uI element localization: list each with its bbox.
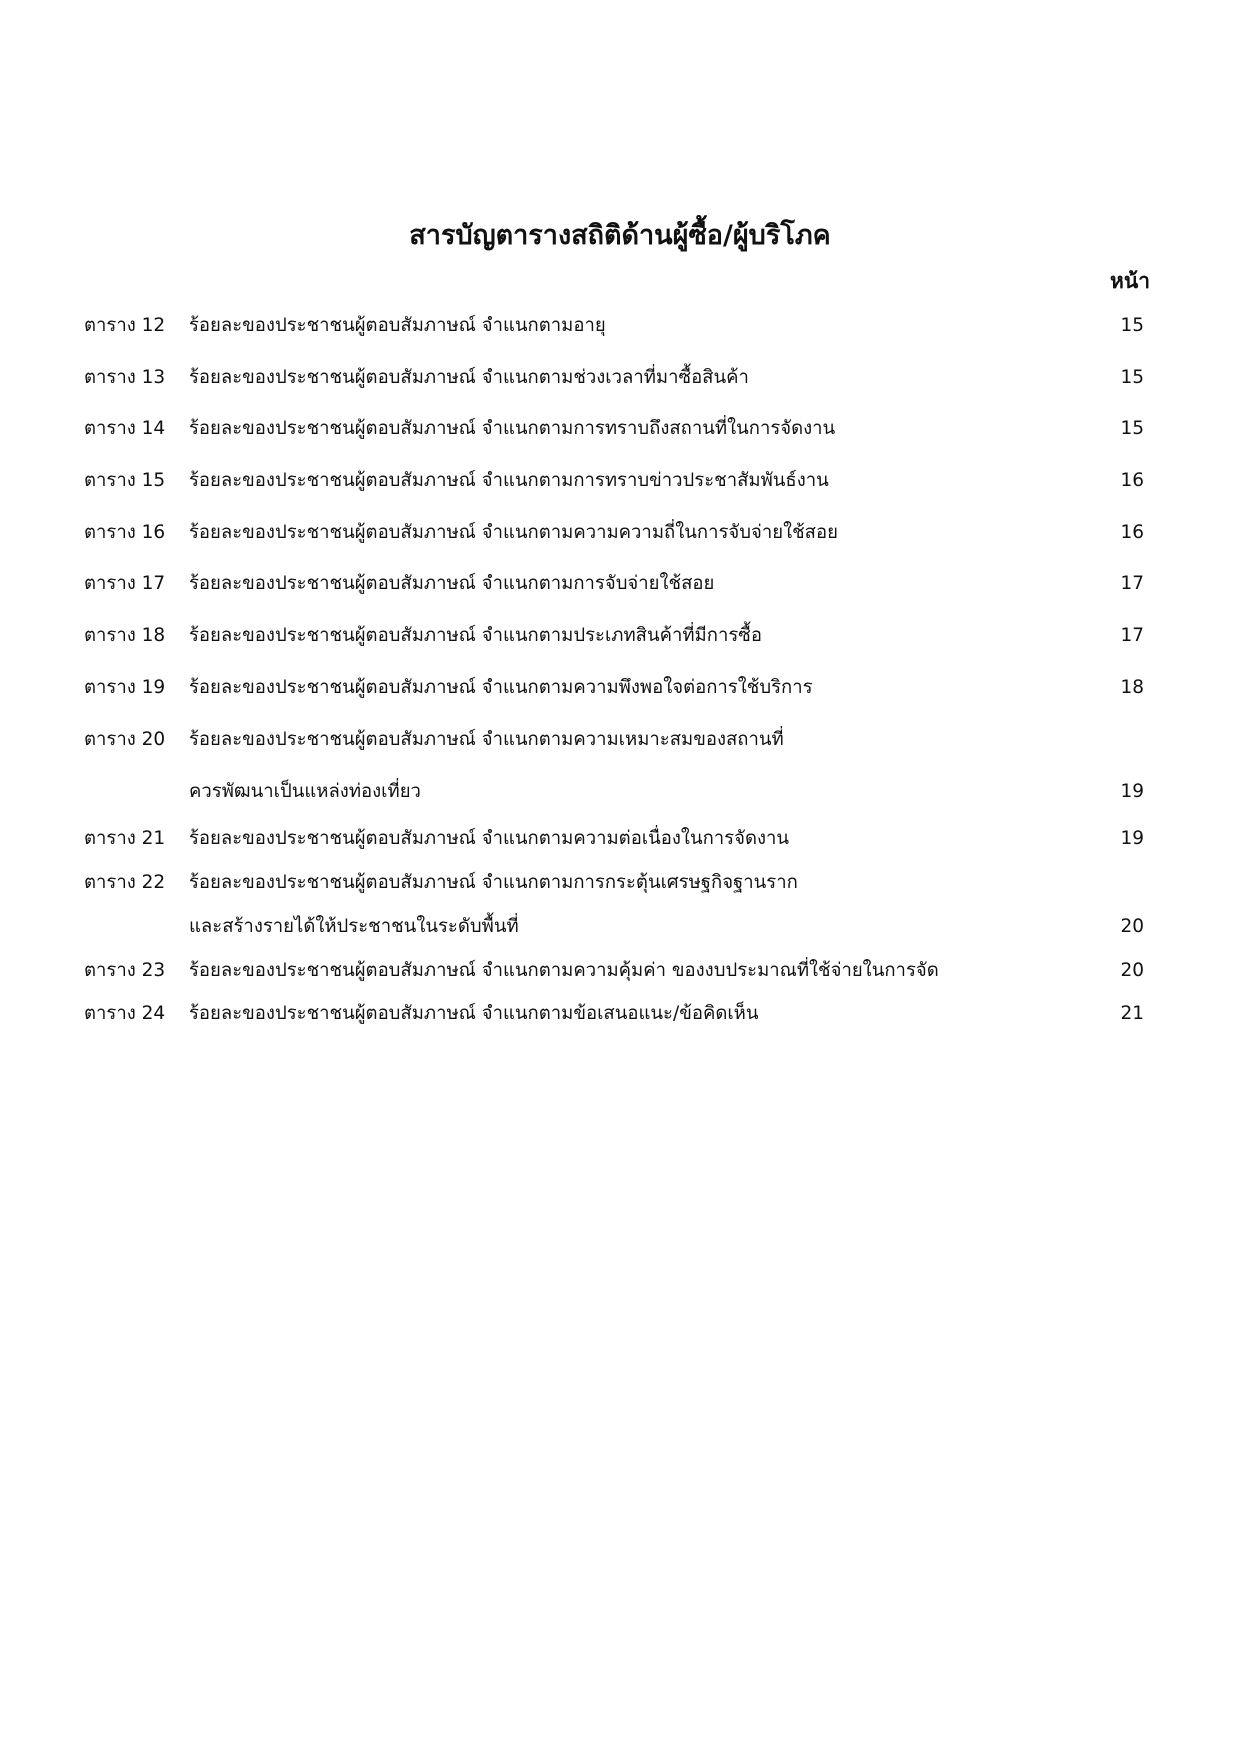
- toc-entry-page: 17: [1120, 573, 1144, 594]
- toc-entry-page: 20: [1120, 916, 1144, 937]
- toc-entry-page: 17: [1120, 625, 1144, 646]
- toc-entry-title: ร้อยละของประชาชนผู้ตอบสัมภาษณ์ จำแนกตามการจับจ่ายใช้สอย: [189, 573, 715, 594]
- toc-entry-page: 18: [1120, 677, 1144, 698]
- toc-entry-page: 15: [1120, 315, 1144, 336]
- toc-entry-title-continuation: ควรพัฒนาเป็นแหล่งท่องเที่ยว: [189, 781, 421, 802]
- toc-entry-label: ตาราง 16: [84, 522, 166, 543]
- toc-entry-label: ตาราง 24: [84, 1003, 166, 1024]
- toc-entry-title: ร้อยละของประชาชนผู้ตอบสัมภาษณ์ จำแนกตามความความถี่ในการจับจ่ายใช้สอย: [189, 522, 838, 543]
- toc-entry-label: ตาราง 22: [84, 872, 166, 893]
- toc-entry-page: 21: [1120, 1003, 1144, 1024]
- page-title: สารบัญตารางสถิติด้านผู้ซื้อ/ผู้บริโภค: [409, 220, 831, 251]
- toc-entry-title: ร้อยละของประชาชนผู้ตอบสัมภาษณ์ จำแนกตามช่วงเวลาที่มาซื้อสินค้า: [189, 367, 749, 388]
- toc-entry-title: ร้อยละของประชาชนผู้ตอบสัมภาษณ์ จำแนกตามการทราบข่าวประชาสัมพันธ์งาน: [189, 470, 829, 491]
- toc-entry-page: 19: [1120, 781, 1144, 802]
- page-column-header: หน้า: [1110, 269, 1150, 293]
- toc-entry-title: ร้อยละของประชาชนผู้ตอบสัมภาษณ์ จำแนกตามการทราบถึงสถานที่ในการจัดงาน: [189, 418, 836, 439]
- toc-entry-title: ร้อยละของประชาชนผู้ตอบสัมภาษณ์ จำแนกตามความเหมาะสมของสถานที่: [189, 729, 784, 750]
- toc-entry-title-continuation: และสร้างรายได้ให้ประชาชนในระดับพื้นที่: [189, 916, 519, 937]
- toc-entry-label: ตาราง 20: [84, 729, 166, 750]
- toc-entry-title: ร้อยละของประชาชนผู้ตอบสัมภาษณ์ จำแนกตามการกระตุ้นเศรษฐกิจฐานราก: [189, 872, 798, 893]
- toc-entry-label: ตาราง 12: [84, 315, 166, 336]
- toc-entry-title: ร้อยละของประชาชนผู้ตอบสัมภาษณ์ จำแนกตามข้อเสนอแนะ/ข้อคิดเห็น: [189, 1003, 759, 1024]
- toc-entry-page: 15: [1120, 418, 1144, 439]
- toc-entry-label: ตาราง 17: [84, 573, 166, 594]
- toc-entry-label: ตาราง 19: [84, 677, 166, 698]
- toc-entry-page: 16: [1120, 470, 1144, 491]
- toc-entry-title: ร้อยละของประชาชนผู้ตอบสัมภาษณ์ จำแนกตามอายุ: [189, 315, 606, 336]
- toc-entry-label: ตาราง 15: [84, 470, 166, 491]
- toc-entry-page: 19: [1120, 828, 1144, 849]
- toc-entry-label: ตาราง 18: [84, 625, 166, 646]
- toc-entry-label: ตาราง 21: [84, 828, 166, 849]
- toc-entry-title: ร้อยละของประชาชนผู้ตอบสัมภาษณ์ จำแนกตามความต่อเนื่องในการจัดงาน: [189, 828, 790, 849]
- toc-entry-title: ร้อยละของประชาชนผู้ตอบสัมภาษณ์ จำแนกตามความพึงพอใจต่อการใช้บริการ: [189, 677, 813, 698]
- toc-entry-page: 16: [1120, 522, 1144, 543]
- toc-entry-title: ร้อยละของประชาชนผู้ตอบสัมภาษณ์ จำแนกตามความคุ้มค่า ของงบประมาณที่ใช้จ่ายในการจัด: [189, 960, 939, 981]
- toc-entry-title: ร้อยละของประชาชนผู้ตอบสัมภาษณ์ จำแนกตามประเภทสินค้าที่มีการซื้อ: [189, 625, 762, 646]
- toc-entry-label: ตาราง 23: [84, 960, 166, 981]
- toc-entry-label: ตาราง 14: [84, 418, 166, 439]
- toc-entry-page: 20: [1120, 960, 1144, 981]
- toc-entry-page: 15: [1120, 367, 1144, 388]
- toc-entry-label: ตาราง 13: [84, 367, 166, 388]
